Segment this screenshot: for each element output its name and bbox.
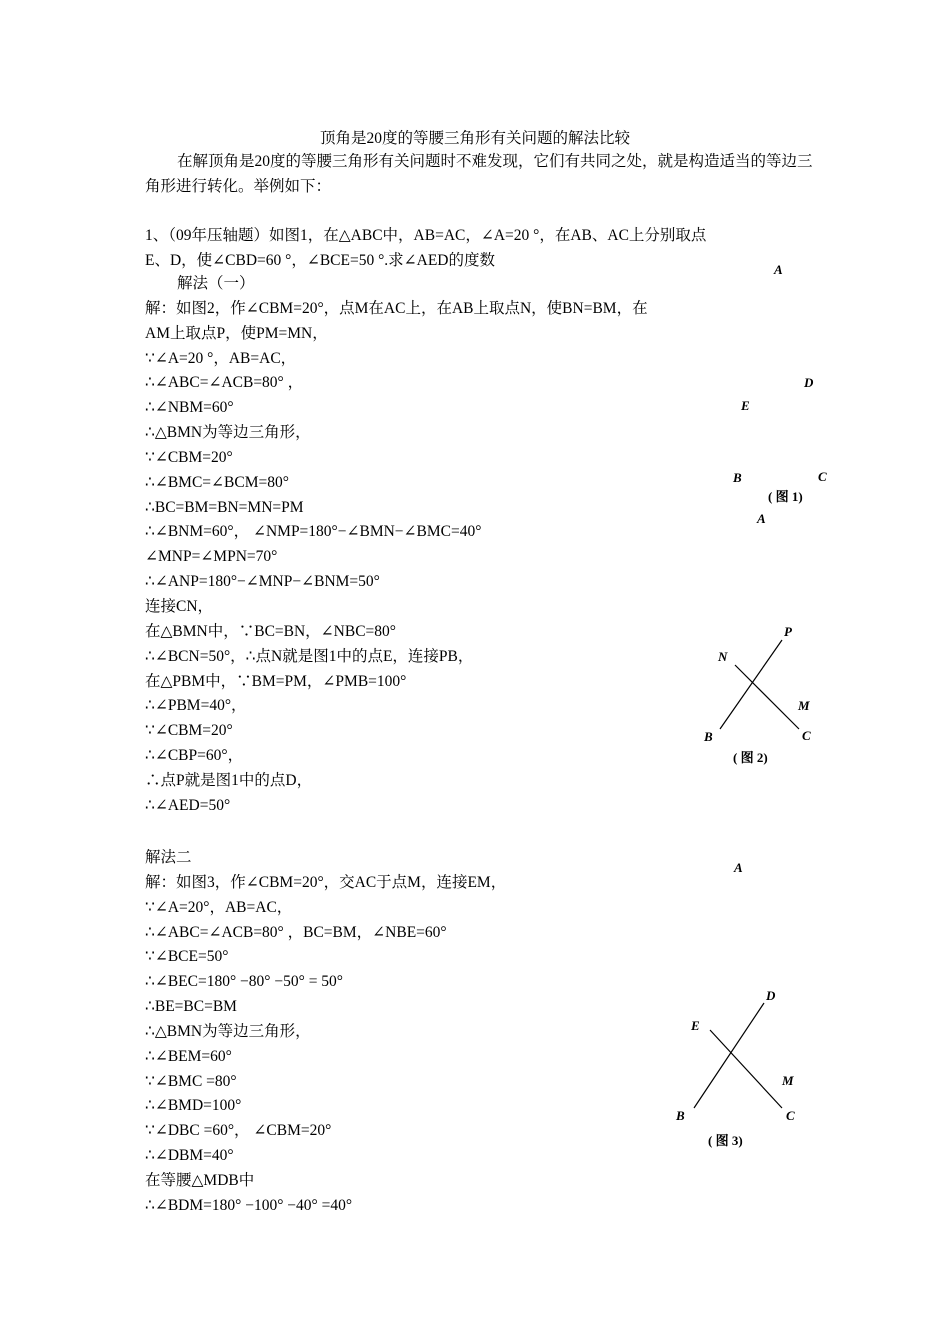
solution-line: ∴∠AED=50° xyxy=(145,796,231,814)
solution-line: ∴∠BMD=100° xyxy=(145,1097,242,1115)
solution-line: 在△PBM中，∵BM=PM，∠PMB=100° xyxy=(145,672,407,690)
fig1-label-d: D xyxy=(804,375,814,390)
solution-line: ∴∠ABC=∠ACB=80° ，BC=BM，∠NBE=60° xyxy=(145,923,447,941)
fig2-label-c: C xyxy=(802,728,811,743)
solution-line: ∴∠BEM=60° xyxy=(145,1047,232,1065)
fig3-label-c: C xyxy=(786,1108,795,1123)
solution-line: ∵∠A=20 °，AB=AC， xyxy=(145,349,297,367)
solution-line: ∴△BMN为等边三角形， xyxy=(145,1022,311,1040)
intro-paragraph: 在解顶角是20度的等腰三角形有关问题时不难发现，它们有共同之处，就是构造适当的等边三角形进行转化。举例如下： xyxy=(145,153,813,195)
solution-line: ∴∠BDM=180° −100° −40° =40° xyxy=(145,1196,353,1214)
solution-heading: 解法二 xyxy=(145,849,192,866)
fig1-label-b: B xyxy=(733,470,742,485)
solution-line: ∴∠CBP=60°， xyxy=(145,747,244,765)
problem-line: E、D，使∠CBD=60 °，∠BCE=50 °.求∠AED的度数 xyxy=(145,252,495,269)
solution-line: ∴∠BCN=50°，∴点N就是图1中的点E，连接PB， xyxy=(145,647,474,665)
solution-line: ∴∠ANP=180°−∠MNP−∠BNM=50° xyxy=(145,573,380,591)
solution-line: ∵∠DBC =60°， ∠CBM=20° xyxy=(145,1122,332,1140)
solution-line: 解：如图3，作∠CBM=20°，交AC于点M，连接EM， xyxy=(145,873,507,891)
fig2-label-p: P xyxy=(784,624,792,639)
solution-line: ∴BE=BC=BM xyxy=(145,998,237,1016)
solution-line: AM上取点P，使PM=MN， xyxy=(145,324,328,342)
solution-line: 解：如图2，作∠CBM=20°，点M在AC上，在AB上取点N，使BN=BM，在 xyxy=(145,299,648,317)
solution-line: ∴∠NBM=60° xyxy=(145,399,234,417)
fig3-caption: ( 图 3) xyxy=(708,1133,743,1148)
fig1-label-a: A xyxy=(774,262,783,277)
fig1-label-c: C xyxy=(818,469,827,484)
solution-line: ∴∠BEC=180° −80° −50° = 50° xyxy=(145,973,344,991)
fig3-label-m: M xyxy=(782,1073,794,1088)
solution-line: ∠MNP=∠MPN=70° xyxy=(145,548,278,566)
solution-line: ∴∠BMC=∠BCM=80° xyxy=(145,473,289,491)
solution-line: ∴∠DBM=40° xyxy=(145,1147,234,1165)
fig3-label-b: B xyxy=(676,1108,685,1123)
solution-line: ∵∠BMC =80° xyxy=(145,1072,237,1090)
problem-line: 1、（09年压轴题）如图1，在△ABC中，AB=AC，∠A=20 °，在AB、AC上分别取点 xyxy=(145,227,707,244)
solution-line: ∵∠CBM=20° xyxy=(145,448,233,466)
fig3-line-bd xyxy=(694,1003,764,1108)
fig3-label-e: E xyxy=(691,1018,700,1033)
page-title: 顶角是20度的等腰三角形有关问题的解法比较 xyxy=(319,130,630,147)
fig1-caption: ( 图 1) xyxy=(768,489,803,504)
solution-line: 在等腰△MDB中 xyxy=(145,1171,255,1189)
solution-heading: 解法（一） xyxy=(177,275,255,292)
fig2-label-a: A xyxy=(757,511,766,526)
fig3-line-ec xyxy=(710,1030,782,1108)
solution-line: ∴BC=BM=BN=MN=PM xyxy=(145,498,304,516)
fig2-label-b: B xyxy=(704,729,713,744)
fig3-label-a: A xyxy=(734,860,743,875)
solution-line: ∴△BMN为等边三角形， xyxy=(145,424,311,442)
fig1-label-e: E xyxy=(741,398,750,413)
solution-line: ∴点P就是图1中的点D， xyxy=(145,771,313,789)
solution-line: ∴∠PBM=40°， xyxy=(145,697,247,715)
fig2-caption: ( 图 2) xyxy=(733,750,768,765)
fig2-label-n: N xyxy=(718,649,728,664)
fig2-label-m: M xyxy=(798,698,810,713)
solution-line: ∵∠A=20°，AB=AC， xyxy=(145,898,293,916)
solution-line: ∵∠CBM=20° xyxy=(145,722,233,740)
solution-line: ∵∠BCE=50° xyxy=(145,948,229,966)
solution-line: ∴∠BNM=60°， ∠NMP=180°−∠BMN−∠BMC=40° xyxy=(145,523,482,541)
solution-line: ∴∠ABC=∠ACB=80° ， xyxy=(145,374,304,392)
fig3-label-d: D xyxy=(766,988,776,1003)
solution-line: 连接CN， xyxy=(145,597,214,615)
solution-line: 在△BMN中，∵BC=BN，∠NBC=80° xyxy=(145,622,396,640)
